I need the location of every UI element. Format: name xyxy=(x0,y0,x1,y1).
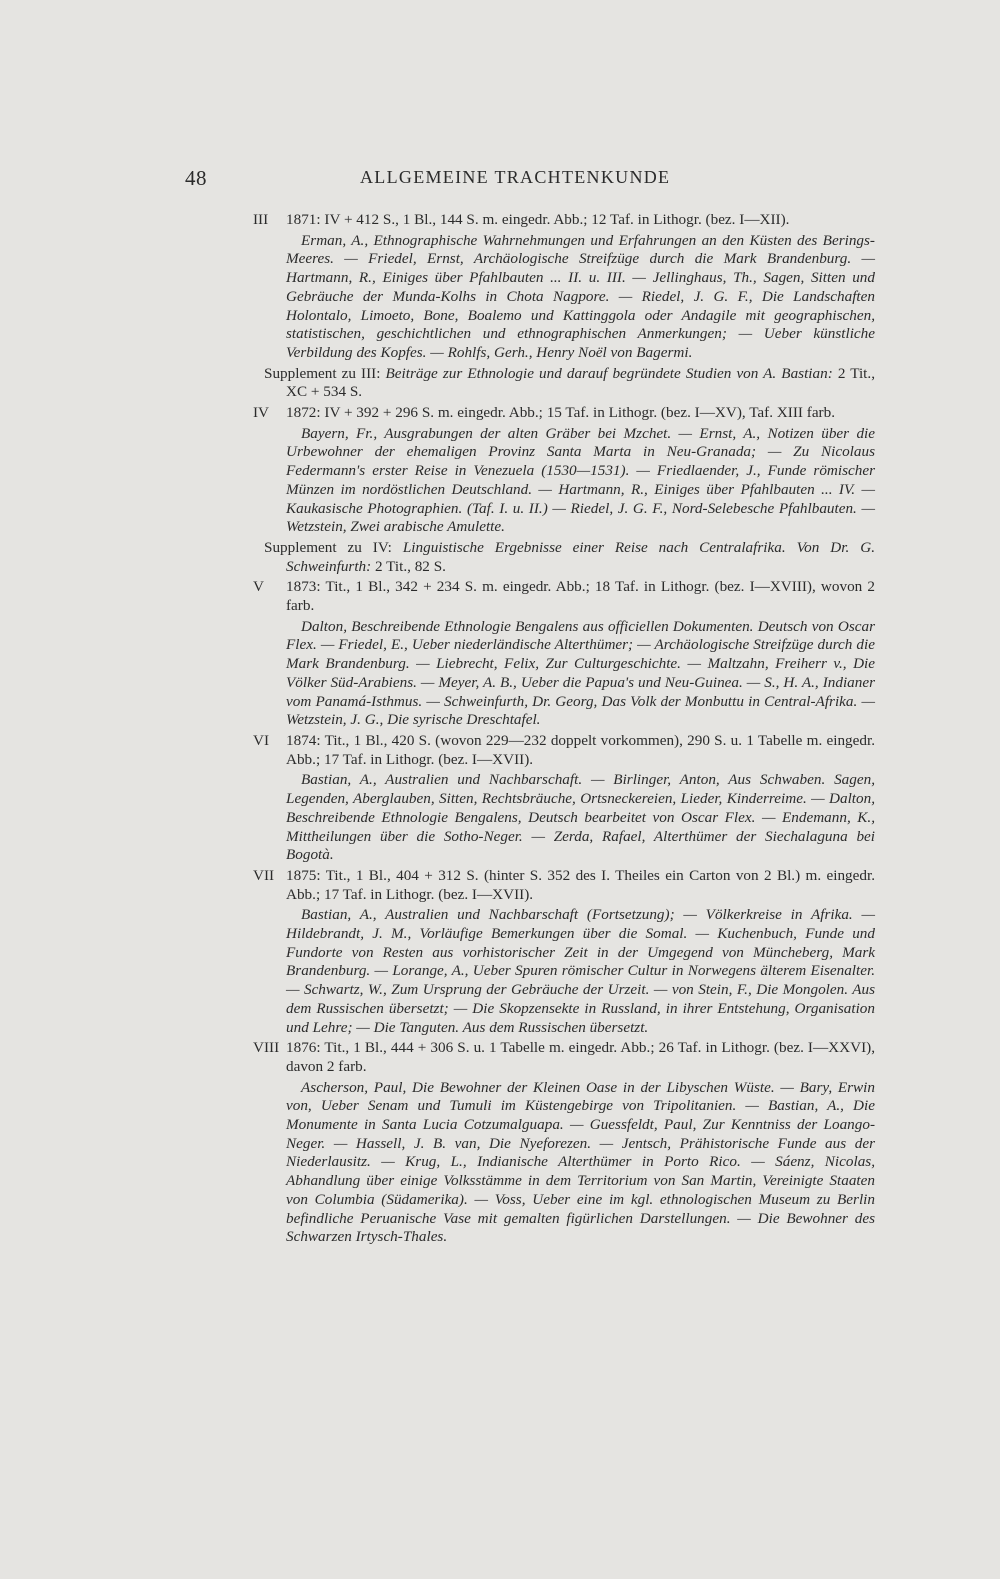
supplement-iii xyxy=(253,365,875,402)
running-head: ALLGEMEINE TRACHTENKUNDE xyxy=(360,167,671,187)
volume-collation: 1875: Tit., 1 Bl., 404 + 312 S. (hinter S. 352 des I. Theiles ein Carton von 2 Bl.) m. eingedr. Abb.; 17 Taf. in Lithogr. (bez. I—XVII). xyxy=(286,866,875,903)
volume-entry-v xyxy=(253,578,875,730)
volume-collation: 1874: Tit., 1 Bl., 420 S. (wovon 229—232 doppelt vorkommen), 290 S. u. 1 Tabelle m. eingedr. Abb.; 17 Taf. in Lithogr. (bez. I—XVII). xyxy=(286,731,875,768)
volume-collation: 1876: Tit., 1 Bl., 444 + 306 S. u. 1 Tabelle m. eingedr. Abb.; 26 Taf. in Lithogr. (bez. I—XXVI), davon 2 farb. xyxy=(286,1039,875,1075)
supplement-label: Supplement zu IV: xyxy=(264,538,392,556)
volume-contents: Ascherson, Paul, Die Bewohner der Kleinen Oase in der Libyschen Wüste. — Bary, Erwin von, Ueber Senam und Tumuli im Küstengebirge von Tripolitanien. — Bastian, A., Die Monumente in Santa Lucia Cotzumalguapa. — Guessfeldt, Paul, Zur Kenntniss der Loango-Neger. — Hassell, J. B. van, Die Nyeforezen. — Jentsch, Prähistorische Funde aus der Niederlausitz. — Krug, L., Indianische Alterthümer in Porto Rico. — Sáenz, Nicolas, Abhandlung über einige Volksstämme in dem Territorium von San Martin, Vereinigte Staaten von Columbia (Südamerika). — Voss, Ueber eine im kgl. ethnologischen Museum zu Berlin befindliche Peruanische Vase mit gemalten figürlichen Darstellungen. — Die Bewohner des Schwarzen Irtysch-Thales. xyxy=(286,1078,875,1246)
volume-collation: 1873: Tit., 1 Bl., 342 + 234 S. m. eingedr. Abb.; 18 Taf. in Lithogr. (bez. I—XVIII), wovon 2 farb. xyxy=(286,578,875,615)
supplement-collation: 2 Tit., 82 S. xyxy=(375,557,446,575)
volume-collation: 1871: IV + 412 S., 1 Bl., 144 S. m. eingedr. Abb.; 12 Taf. in Lithogr. (bez. I—XII). xyxy=(286,211,790,228)
volume-entry-iii xyxy=(253,211,875,363)
volume-entry-viii xyxy=(253,1039,875,1247)
volume-contents: Bastian, A., Australien und Nachbarschaft. — Birlinger, Anton, Aus Schwaben. Sagen, Legenden, Aberglauben, Sitten, Rechtsbräuche, Ortsneckereien, Lieder, Kinderreime. — Dalton, Beschreibende Ethnologie Bengalens, Deutsch bearbeitet von Oscar Flex. — Endemann, K., Mittheilungen über die Sotho-Neger. — Zerda, Rafael, Alterthümer der Siechalaguna bei Bogotà. xyxy=(286,771,875,864)
supplement-label: Supplement zu III: xyxy=(264,364,381,382)
supplement-iv xyxy=(253,539,875,576)
supplement-title: Beiträge zur Ethnologie und darauf begründete Studien von A. Bastian: xyxy=(385,364,833,382)
volume-number: III xyxy=(253,211,269,228)
supplement-collation: 2 Tit., XC + 534 S. xyxy=(286,364,875,401)
volume-collation: 1872: IV + 392 + 296 S. m. eingedr. Abb.; 15 Taf. in Lithogr. (bez. I—XV), Taf. XIII farb. xyxy=(286,404,836,422)
volume-contents: Bayern, Fr., Ausgrabungen der alten Gräber bei Mzchet. — Ernst, A., Notizen über die Urbewohner der ehemaligen Provinz Santa Marta in Neu-Granada; — Zu Nicolaus Federmann's erster Reise in Venezuela (1530—1531). — Friedlaender, J., Funde römischer Münzen im nordöstlichen Deutschland. — Hartmann, R., Einiges über Pfahlbauten ... IV. — Kaukasische Photographien. (Taf. I. u. II.) — Riedel, J. G. F., Nord-Selebesche Pfahlbauten. — Wetzstein, Zwei arabische Amulette. xyxy=(286,424,875,536)
volume-contents: Bastian, A., Australien und Nachbarschaft (Fortsetzung); — Völkerkreise in Afrika. — Hildebrandt, J. M., Vorläufige Bemerkungen über die Somal. — Kuchenbuch, Funde und Fundorte von Resten aus vorhistorischer Zeit in der Umgegend von Müncheberg, Mark Brandenburg. — Lorange, A., Ueber Spuren römischer Cultur in Norwegens älterem Eisenalter. — Schwartz, W., Zum Ursprung der Gebräuche der Urzeit. — von Stein, F., Die Mongolen. Aus dem Russischen übersetzt; — Die Skopzensekte in Russland, in ihrer Entstehung, Organisation und Lehre; — Die Tanguten. Aus dem Russischen übersetzt. xyxy=(286,906,875,1036)
volume-number: VII xyxy=(253,866,275,884)
volume-number: VIII xyxy=(253,1039,280,1057)
volume-contents: Erman, A., Ethnographische Wahrnehmungen und Erfahrungen an den Küsten des Berings-Meeres. — Friedel, Ernst, Archäologische Streifzüge durch die Mark Brandenburg. — Hartmann, R., Einiges über Pfahlbauten ... II. u. III. — Jellinghaus, Th., Sagen, Sitten und Gebräuche der Munda-Kolhs in Chota Nagpore. — Riedel, J. G. F., Die Landschaften Holontalo, Limoeto, Bone, Boalemo und Kattinggola oder Andagile mit geographischen, statistischen, geschichtlichen und ethnographischen Anmerkungen; — Ueber künstliche Verbildung des Kopfes. — Rohlfs, Gerh., Henry Noël von Bagermi. xyxy=(286,231,875,361)
volume-entry-iv xyxy=(253,404,875,537)
volume-contents: Dalton, Beschreibende Ethnologie Bengalens aus officiellen Dokumenten. Deutsch von Oscar Flex. — Friedel, E., Ueber niederländische Alterthümer; — Archäologische Streifzüge durch die Mark Brandenburg. — Liebrecht, Felix, Zur Culturgeschichte. — Maltzahn, Freiherr v., Die Völker Süd-Arabiens. — Meyer, A. B., Ueber die Papua's und Neu-Guinea. — S., H. A., Indianer vom Panamá-Isthmus. — Schweinfurth, Dr. Georg, Das Volk der Monbuttu in Central-Afrika. — Wetzstein, J. G., Die syrische Dreschtafel. xyxy=(286,617,875,729)
volume-number: VI xyxy=(253,731,270,749)
volume-entry-vii xyxy=(253,867,875,1037)
volume-number: V xyxy=(253,578,264,596)
supplement-title: Linguistische Ergebnisse einer Reise nach Centralafrika. Von Dr. G. Schweinfurth: xyxy=(286,538,875,575)
page-body xyxy=(253,211,875,1247)
page-number: 48 xyxy=(185,166,207,190)
volume-number: IV xyxy=(253,404,270,422)
volume-entry-vi xyxy=(253,732,875,865)
